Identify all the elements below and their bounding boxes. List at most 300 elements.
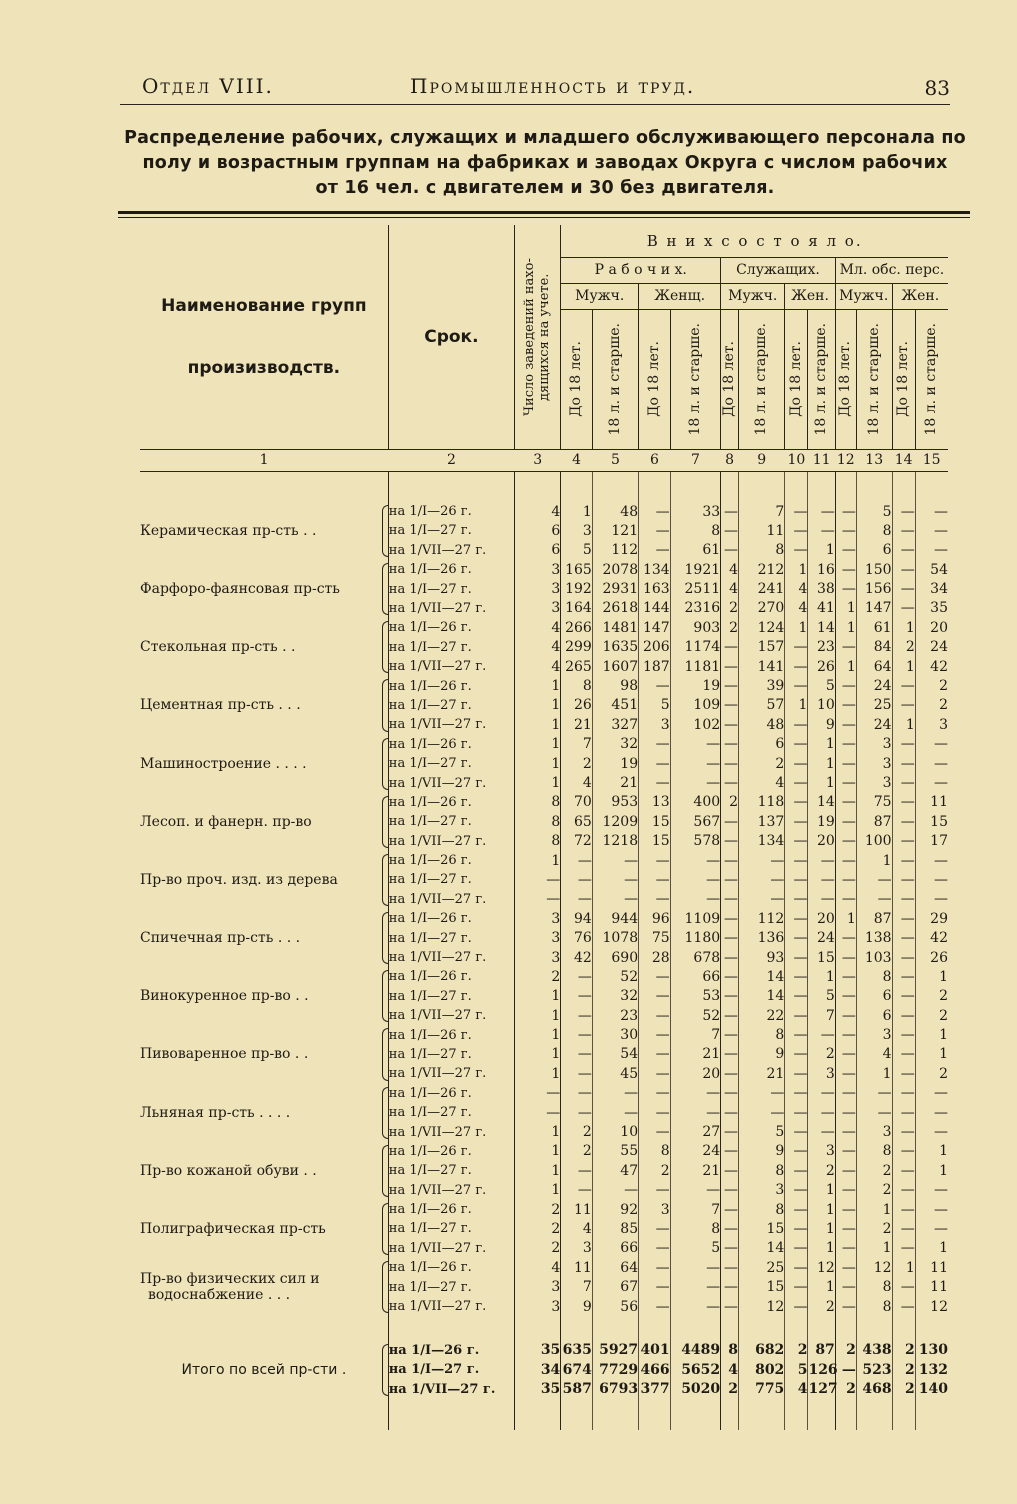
period-cell: на 1/I—26 г. xyxy=(388,676,514,695)
value-cell: 1 xyxy=(515,1045,561,1064)
value-cell: — xyxy=(639,1297,671,1316)
value-cell: — xyxy=(892,1161,915,1180)
value-cell: — xyxy=(835,928,856,947)
value-cell: 265 xyxy=(561,657,593,676)
value-cell: — xyxy=(592,1181,638,1200)
value-cell: 6 xyxy=(515,541,561,560)
period-cell: на 1/I—26 г. xyxy=(388,1142,514,1161)
empty-cell xyxy=(721,1316,739,1340)
period-cell: на 1/VII—27 г. xyxy=(388,715,514,734)
group-name-text: Спичечная пр-сть . . . xyxy=(140,930,301,947)
value-cell: 5 xyxy=(808,987,835,1006)
value-cell: — xyxy=(721,1142,739,1161)
value-cell: 165 xyxy=(561,560,593,579)
value-cell: 1 xyxy=(515,696,561,715)
period-cell: на 1/I—26 г. xyxy=(388,793,514,812)
value-cell: 147 xyxy=(639,618,671,637)
group-name xyxy=(140,1025,388,1083)
column-number: 13 xyxy=(856,449,892,471)
junior-men-header: Мужч. xyxy=(835,283,892,309)
age-under-18-header: До 18 лет. xyxy=(721,309,739,449)
value-cell: — xyxy=(892,1064,915,1083)
value-cell: 157 xyxy=(739,638,785,657)
empty-cell xyxy=(808,471,835,501)
value-cell: 48 xyxy=(739,715,785,734)
group-name-text: Пр-во физических сил и xyxy=(140,1271,320,1288)
value-cell: 2 xyxy=(939,1065,948,1082)
value-cell: — xyxy=(639,502,671,521)
value-cell: — xyxy=(892,967,915,986)
value-cell: — xyxy=(721,870,739,889)
empty-cell xyxy=(670,471,720,501)
period-cell: на 1/I—27 г. xyxy=(388,1360,514,1379)
value-cell: 3 xyxy=(856,773,892,792)
period-cell: на 1/I—27 г. xyxy=(388,638,514,657)
value-cell: 12 xyxy=(739,1297,785,1316)
value-cell: — xyxy=(592,851,638,870)
value-cell: — xyxy=(835,1084,856,1103)
value-cell: 944 xyxy=(592,909,638,928)
group-name-text: Машиностроение . . . . xyxy=(140,755,307,772)
value-cell: — xyxy=(515,890,561,909)
value-cell: 19 xyxy=(670,676,720,695)
value-cell: — xyxy=(721,1239,739,1258)
value-cell: 7 xyxy=(670,1025,720,1044)
value-cell: 9 xyxy=(808,715,835,734)
value-cell: 2 xyxy=(561,1122,593,1141)
period-cell: на 1/VII—27 г. xyxy=(388,948,514,967)
value-cell: 2 xyxy=(808,1297,835,1316)
value-cell: 147 xyxy=(856,599,892,618)
value-cell: 20 xyxy=(930,619,948,636)
empty-cell xyxy=(721,1399,739,1430)
value-cell: — xyxy=(639,987,671,1006)
value-cell: 61 xyxy=(856,618,892,637)
value-cell: — xyxy=(561,890,593,909)
value-cell: — xyxy=(856,890,892,909)
period-cell: на 1/I—27 г. xyxy=(388,754,514,773)
brace-mark xyxy=(382,679,388,731)
value-cell: 5 xyxy=(739,1122,785,1141)
value-cell: 1174 xyxy=(670,638,720,657)
group-name xyxy=(140,618,388,676)
value-cell: — xyxy=(639,1219,671,1238)
column-number: 9 xyxy=(739,449,785,471)
age-over-18-header: 18 л. и старше. xyxy=(856,309,892,449)
empty-cell xyxy=(388,471,514,501)
value-cell: 14 xyxy=(808,793,835,812)
value-cell: — xyxy=(785,521,808,540)
value-cell: 70 xyxy=(561,793,593,812)
value-cell: 137 xyxy=(739,812,785,831)
value-cell: 20 xyxy=(808,831,835,850)
value-cell: — xyxy=(892,754,915,773)
value-cell: — xyxy=(835,1181,856,1200)
brace-mark xyxy=(382,1203,388,1255)
value-cell: 8 xyxy=(721,1341,739,1360)
value-cell: 2 xyxy=(721,618,739,637)
value-cell: — xyxy=(639,1122,671,1141)
value-cell: 16 xyxy=(808,560,835,579)
value-cell: 3 xyxy=(515,1277,561,1296)
value-cell: 118 xyxy=(739,793,785,812)
value-cell: — xyxy=(934,736,948,753)
value-cell: 29 xyxy=(930,910,948,927)
age-under-18-header: До 18 лет. xyxy=(561,309,593,449)
value-cell: — xyxy=(561,1064,593,1083)
value-cell: 1 xyxy=(892,715,915,734)
empty-cell xyxy=(808,1316,835,1340)
value-cell: — xyxy=(721,1064,739,1083)
value-cell: — xyxy=(561,1084,593,1103)
value-cell: 11 xyxy=(930,1259,948,1276)
value-cell: 8 xyxy=(515,831,561,850)
value-cell: — xyxy=(892,735,915,754)
value-cell: 5 xyxy=(670,1239,720,1258)
value-cell: 682 xyxy=(739,1341,785,1360)
period-cell: на 1/VII—27 г. xyxy=(388,1122,514,1141)
period-cell: на 1/I—26 г. xyxy=(388,967,514,986)
age-over-18-header: 18 л. и старше. xyxy=(808,309,835,449)
value-cell: 3 xyxy=(561,521,593,540)
value-cell: — xyxy=(721,1181,739,1200)
column-number: 7 xyxy=(670,449,720,471)
value-cell: 4 xyxy=(515,638,561,657)
value-cell: 138 xyxy=(856,928,892,947)
brace-mark xyxy=(382,1145,388,1197)
group-name-header: Наименование групп произизводств. xyxy=(140,225,388,449)
value-cell: — xyxy=(721,1084,739,1103)
value-cell: — xyxy=(721,696,739,715)
empty-cell xyxy=(856,1399,892,1430)
value-cell: — xyxy=(892,793,915,812)
value-cell: 1 xyxy=(939,1027,948,1044)
value-cell: — xyxy=(835,987,856,1006)
value-cell: 212 xyxy=(739,560,785,579)
value-cell: — xyxy=(808,1122,835,1141)
value-cell: — xyxy=(835,1297,856,1316)
value-cell: — xyxy=(892,928,915,947)
value-cell: 2078 xyxy=(592,560,638,579)
value-cell: 802 xyxy=(739,1360,785,1379)
column-number: 3 xyxy=(515,449,561,471)
value-cell: 8 xyxy=(739,541,785,560)
value-cell: 1 xyxy=(785,696,808,715)
value-cell: 1 xyxy=(515,754,561,773)
value-cell: 4 xyxy=(515,1258,561,1277)
value-cell: — xyxy=(515,1084,561,1103)
value-cell: — xyxy=(785,987,808,1006)
column-number: 15 xyxy=(915,449,948,471)
value-cell: 19 xyxy=(808,812,835,831)
value-cell: 2 xyxy=(721,793,739,812)
value-cell: 94 xyxy=(561,909,593,928)
brace-mark xyxy=(382,738,388,790)
value-cell: — xyxy=(721,541,739,560)
value-cell: 42 xyxy=(561,948,593,967)
value-cell: 66 xyxy=(670,967,720,986)
empty-cell xyxy=(721,471,739,501)
value-cell: — xyxy=(785,1239,808,1258)
value-cell: — xyxy=(721,831,739,850)
value-cell: — xyxy=(934,1182,948,1199)
spacer-row xyxy=(140,1316,948,1340)
value-cell: 587 xyxy=(562,1381,592,1398)
value-cell: — xyxy=(639,851,671,870)
value-cell: — xyxy=(785,1297,808,1316)
column-number: 14 xyxy=(892,449,915,471)
empty-cell xyxy=(561,1316,593,1340)
value-cell: 23 xyxy=(592,1006,638,1025)
period-cell: на 1/I—26 г. xyxy=(388,560,514,579)
value-cell: — xyxy=(639,1258,671,1277)
brace-mark xyxy=(382,1087,388,1139)
value-cell: — xyxy=(808,851,835,870)
value-cell: 112 xyxy=(592,541,638,560)
value-cell: 1209 xyxy=(592,812,638,831)
value-cell: — xyxy=(670,1277,720,1296)
value-cell: — xyxy=(670,890,720,909)
period-cell: на 1/I—27 г. xyxy=(388,1219,514,1238)
value-cell: 1 xyxy=(939,1240,948,1257)
value-cell: 1 xyxy=(808,735,835,754)
value-cell: — xyxy=(721,735,739,754)
value-cell: — xyxy=(739,1103,785,1122)
value-cell: 1 xyxy=(856,1064,892,1083)
value-cell: 1 xyxy=(515,735,561,754)
value-cell: 64 xyxy=(592,1258,638,1277)
value-cell: 136 xyxy=(739,928,785,947)
value-cell: 2 xyxy=(856,1161,892,1180)
value-cell: — xyxy=(639,1084,671,1103)
value-cell: 8 xyxy=(639,1142,671,1161)
value-cell: 2 xyxy=(939,697,948,714)
period-cell: на 1/VII—27 г. xyxy=(388,1297,514,1316)
value-cell: — xyxy=(808,502,835,521)
value-cell: 5652 xyxy=(670,1360,720,1379)
period-cell: на 1/I—27 г. xyxy=(388,1277,514,1296)
value-cell: 327 xyxy=(592,715,638,734)
value-cell: 10 xyxy=(808,696,835,715)
value-cell: — xyxy=(934,755,948,772)
value-cell: 1 xyxy=(808,1239,835,1258)
empty-cell xyxy=(739,1316,785,1340)
value-cell: — xyxy=(721,1006,739,1025)
value-cell: 52 xyxy=(670,1006,720,1025)
value-cell: — xyxy=(808,1084,835,1103)
value-cell: 1635 xyxy=(592,638,638,657)
empty-cell xyxy=(140,471,388,501)
value-cell: — xyxy=(785,967,808,986)
group-name xyxy=(140,851,388,909)
value-cell: 1 xyxy=(939,1143,948,1160)
value-cell: 8 xyxy=(515,812,561,831)
column-number: 5 xyxy=(592,449,638,471)
period-cell: на 1/I—26 г. xyxy=(388,618,514,637)
value-cell: 5 xyxy=(639,696,671,715)
value-cell: — xyxy=(721,1161,739,1180)
value-cell: 4 xyxy=(856,1045,892,1064)
empty-cell xyxy=(856,1316,892,1340)
value-cell: 2 xyxy=(721,1379,739,1398)
caption-rule-thin xyxy=(118,217,970,218)
period-cell: на 1/I—27 г. xyxy=(388,579,514,598)
value-cell: — xyxy=(785,773,808,792)
value-cell: — xyxy=(835,1277,856,1296)
value-cell: — xyxy=(670,1103,720,1122)
value-cell: 1180 xyxy=(670,928,720,947)
value-cell: 35 xyxy=(515,1341,561,1360)
value-cell: — xyxy=(892,1277,915,1296)
value-cell: — xyxy=(835,735,856,754)
value-cell: 1109 xyxy=(670,909,720,928)
value-cell: — xyxy=(835,967,856,986)
value-cell: — xyxy=(721,948,739,967)
value-cell: 24 xyxy=(856,676,892,695)
value-cell: 140 xyxy=(918,1381,948,1398)
value-cell: — xyxy=(808,870,835,889)
value-cell: — xyxy=(835,870,856,889)
page-header xyxy=(120,70,950,105)
value-cell: — xyxy=(670,851,720,870)
value-cell: — xyxy=(721,521,739,540)
value-cell: 28 xyxy=(639,948,671,967)
empty-cell xyxy=(639,1399,671,1430)
value-cell: 678 xyxy=(670,948,720,967)
value-cell: 903 xyxy=(670,618,720,637)
value-cell: — xyxy=(739,1084,785,1103)
value-cell: 55 xyxy=(592,1142,638,1161)
value-cell: 400 xyxy=(670,793,720,812)
value-cell: 15 xyxy=(739,1277,785,1296)
value-cell: 1181 xyxy=(670,657,720,676)
value-cell: 132 xyxy=(918,1361,948,1378)
period-cell: на 1/I—26 г. xyxy=(388,851,514,870)
value-cell: 6 xyxy=(739,735,785,754)
value-cell: 92 xyxy=(592,1200,638,1219)
value-cell: 8 xyxy=(739,1161,785,1180)
value-cell: — xyxy=(934,1085,948,1102)
value-cell: 17 xyxy=(930,833,948,850)
value-cell: 11 xyxy=(930,794,948,811)
employees-men-header: Мужч. xyxy=(721,283,785,309)
value-cell: — xyxy=(892,890,915,909)
value-cell: — xyxy=(785,1161,808,1180)
brace-mark xyxy=(382,563,388,615)
value-cell: 187 xyxy=(639,657,671,676)
value-cell: 6 xyxy=(856,541,892,560)
table-row xyxy=(140,967,948,986)
value-cell: — xyxy=(892,1084,915,1103)
value-cell: 1 xyxy=(939,1162,948,1179)
value-cell: 1921 xyxy=(670,560,720,579)
table-row xyxy=(140,1084,948,1103)
value-cell: 6 xyxy=(856,1006,892,1025)
value-cell: 21 xyxy=(670,1161,720,1180)
value-cell: 35 xyxy=(930,600,948,617)
value-cell: 3 xyxy=(515,928,561,947)
value-cell: 299 xyxy=(561,638,593,657)
empty-cell xyxy=(915,1316,948,1340)
value-cell: 21 xyxy=(592,773,638,792)
value-cell: 11 xyxy=(739,521,785,540)
value-cell: 121 xyxy=(592,521,638,540)
value-cell: 15 xyxy=(808,948,835,967)
group-name xyxy=(140,502,388,560)
value-cell: — xyxy=(892,676,915,695)
value-cell: — xyxy=(835,1064,856,1083)
value-cell: 8 xyxy=(739,1200,785,1219)
value-cell: 126 xyxy=(808,1361,838,1378)
value-cell: — xyxy=(892,909,915,928)
value-cell: 7 xyxy=(561,1277,593,1296)
value-cell: 8 xyxy=(670,1219,720,1238)
value-cell: 3 xyxy=(808,1142,835,1161)
value-cell: — xyxy=(721,890,739,909)
value-cell: — xyxy=(739,851,785,870)
value-cell: 3 xyxy=(515,1297,561,1316)
value-cell: 1 xyxy=(892,657,915,676)
value-cell: 3 xyxy=(561,1239,593,1258)
empty-cell xyxy=(561,1399,593,1430)
value-cell: — xyxy=(639,890,671,909)
period-cell: на 1/VII—27 г. xyxy=(388,599,514,618)
value-cell: 2 xyxy=(721,599,739,618)
value-cell: — xyxy=(561,1103,593,1122)
value-cell: — xyxy=(561,1045,593,1064)
value-cell: — xyxy=(808,521,835,540)
value-cell: 102 xyxy=(670,715,720,734)
value-cell: 2 xyxy=(892,1360,915,1379)
value-cell: — xyxy=(670,773,720,792)
in-them-header: В н и х с о с т о я л о. xyxy=(561,225,948,257)
value-cell: — xyxy=(721,1200,739,1219)
value-cell: 24 xyxy=(930,639,948,656)
value-cell: 21 xyxy=(739,1064,785,1083)
workers-women-header: Женщ. xyxy=(639,283,721,309)
value-cell: 635 xyxy=(562,1342,592,1359)
value-cell: 7729 xyxy=(592,1360,638,1379)
value-cell: — xyxy=(721,909,739,928)
value-cell: 1 xyxy=(561,502,593,521)
value-cell: — xyxy=(785,1084,808,1103)
group-name-text: Лесоп. и фанерн. пр-во xyxy=(140,813,312,830)
value-cell: — xyxy=(892,1142,915,1161)
value-cell: 45 xyxy=(592,1064,638,1083)
value-cell: — xyxy=(561,967,593,986)
value-cell: 2 xyxy=(561,754,593,773)
value-cell: 12 xyxy=(856,1258,892,1277)
caption-line: полу и возрастным группам на фабриках и заводах Округа с числом рабочих xyxy=(142,153,948,173)
value-cell: 1 xyxy=(515,773,561,792)
period-cell: на 1/VII—27 г. xyxy=(388,1064,514,1083)
value-cell: 164 xyxy=(561,599,593,618)
value-cell: 1 xyxy=(835,618,856,637)
value-cell: — xyxy=(785,890,808,909)
value-cell: — xyxy=(670,1181,720,1200)
group-name-text: Винокуренное пр-во . . xyxy=(140,988,309,1005)
total-row xyxy=(140,1341,948,1360)
value-cell: 127 xyxy=(808,1381,838,1398)
value-cell: — xyxy=(892,1045,915,1064)
value-cell: 1 xyxy=(808,967,835,986)
value-cell: 32 xyxy=(592,735,638,754)
age-under-18-header: До 18 лет. xyxy=(835,309,856,449)
value-cell: 1 xyxy=(808,773,835,792)
group-name-text: Фарфоро-фаянсовая пр-сть xyxy=(140,581,340,598)
value-cell: 438 xyxy=(856,1341,892,1360)
group-name xyxy=(140,1084,388,1142)
